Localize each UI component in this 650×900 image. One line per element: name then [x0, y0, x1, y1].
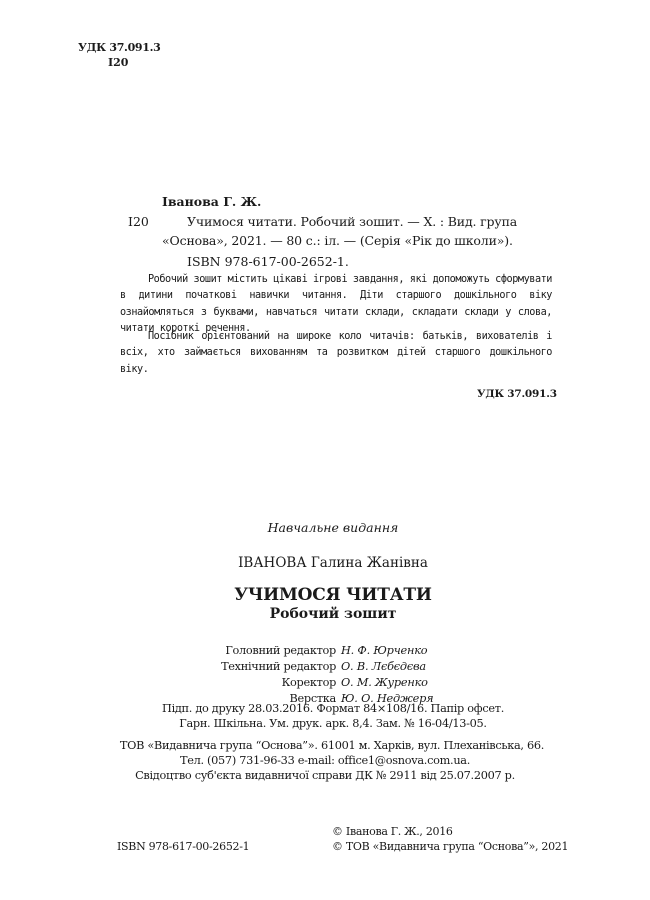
credit-row [200, 659, 433, 675]
author-mark-top: I20 [108, 56, 129, 69]
bib-description-line-2: «Основа», 2021. — 80 с.: іл. — (Серія «Рік до школи»). [162, 233, 513, 248]
credit-role: Головний редактор [225, 644, 336, 657]
credit-name: Н. Ф. Юрченко [341, 644, 428, 657]
udk-code-top: УДК 37.091.3 [78, 41, 161, 54]
credit-name: Ю. О. Неджеря [341, 692, 434, 705]
footer-isbn: ISBN 978-617-00-2652-1 [117, 840, 250, 853]
editorial-credits [200, 643, 433, 707]
annotation-block-2 [120, 329, 552, 378]
book-subtitle: Робочий зошит [269, 606, 397, 622]
full-author-name: ІВАНОВА Галина Жанівна [238, 555, 428, 571]
print-info-line-1: Підп. до друку 28.03.2016. Формат 84×108/16. Папір офсет. [162, 702, 504, 715]
credit-name: О. В. Лєбєдєва [341, 660, 426, 673]
bib-author: Іванова Г. Ж. [162, 194, 262, 209]
bib-description-line-1: Учимося читати. Робочий зошит. — Х. : Вид. група [187, 214, 518, 229]
credit-name: О. М. Журенко [341, 676, 428, 689]
credit-role: Технічний редактор [221, 660, 336, 673]
bib-author-mark: I20 [128, 214, 149, 229]
publisher-contacts: Тел. (057) 731-96-33 e-mail: office1@osnova.com.ua. [179, 754, 471, 767]
copyright-author: © Іванова Г. Ж., 2016 [332, 825, 453, 838]
annotation-block-1 [120, 272, 552, 337]
print-info-line-2: Гарн. Шкільна. Ум. друк. арк. 8,4. Зам. № 16-04/13-05. [179, 717, 487, 730]
credit-row [200, 643, 433, 659]
publisher-address: ТОВ «Видавнича група “Основа”». 61001 м. Харків, вул. Плеханівська, 66. [119, 739, 545, 752]
credit-role: Коректор [281, 676, 336, 689]
copyright-publisher: © ТОВ «Видавнича група “Основа”», 2021 [332, 840, 569, 853]
publisher-certificate: Свідоцтво суб'єкта видавничої справи ДК № 2911 від 25.07.2007 р. [135, 769, 515, 782]
annotation-paragraph-1: Робочий зошит містить цікаві ігрові завдання, які допоможуть сформувати в дитини початкові навички читання. Діти старшого дошкільного віку ознайомляться з буквами, навчаться читати склади, складати склади у слова, читати короткі речення. [120, 274, 552, 334]
edition-type: Навчальне видання [267, 520, 399, 535]
book-title: УЧИМОСЯ ЧИТАТИ [234, 585, 432, 605]
bib-isbn: ISBN 978-617-00-2652-1. [187, 254, 349, 269]
credit-row [200, 675, 433, 691]
credit-role: Верстка [289, 692, 336, 705]
udk-code-right: УДК 37.091.3 [477, 388, 557, 400]
annotation-paragraph-2: Посібник орієнтований на широке коло читачів: батьків, вихователів і всіх, хто займається вихованням та розвитком дітей старшого дошкільного віку. [120, 331, 552, 375]
